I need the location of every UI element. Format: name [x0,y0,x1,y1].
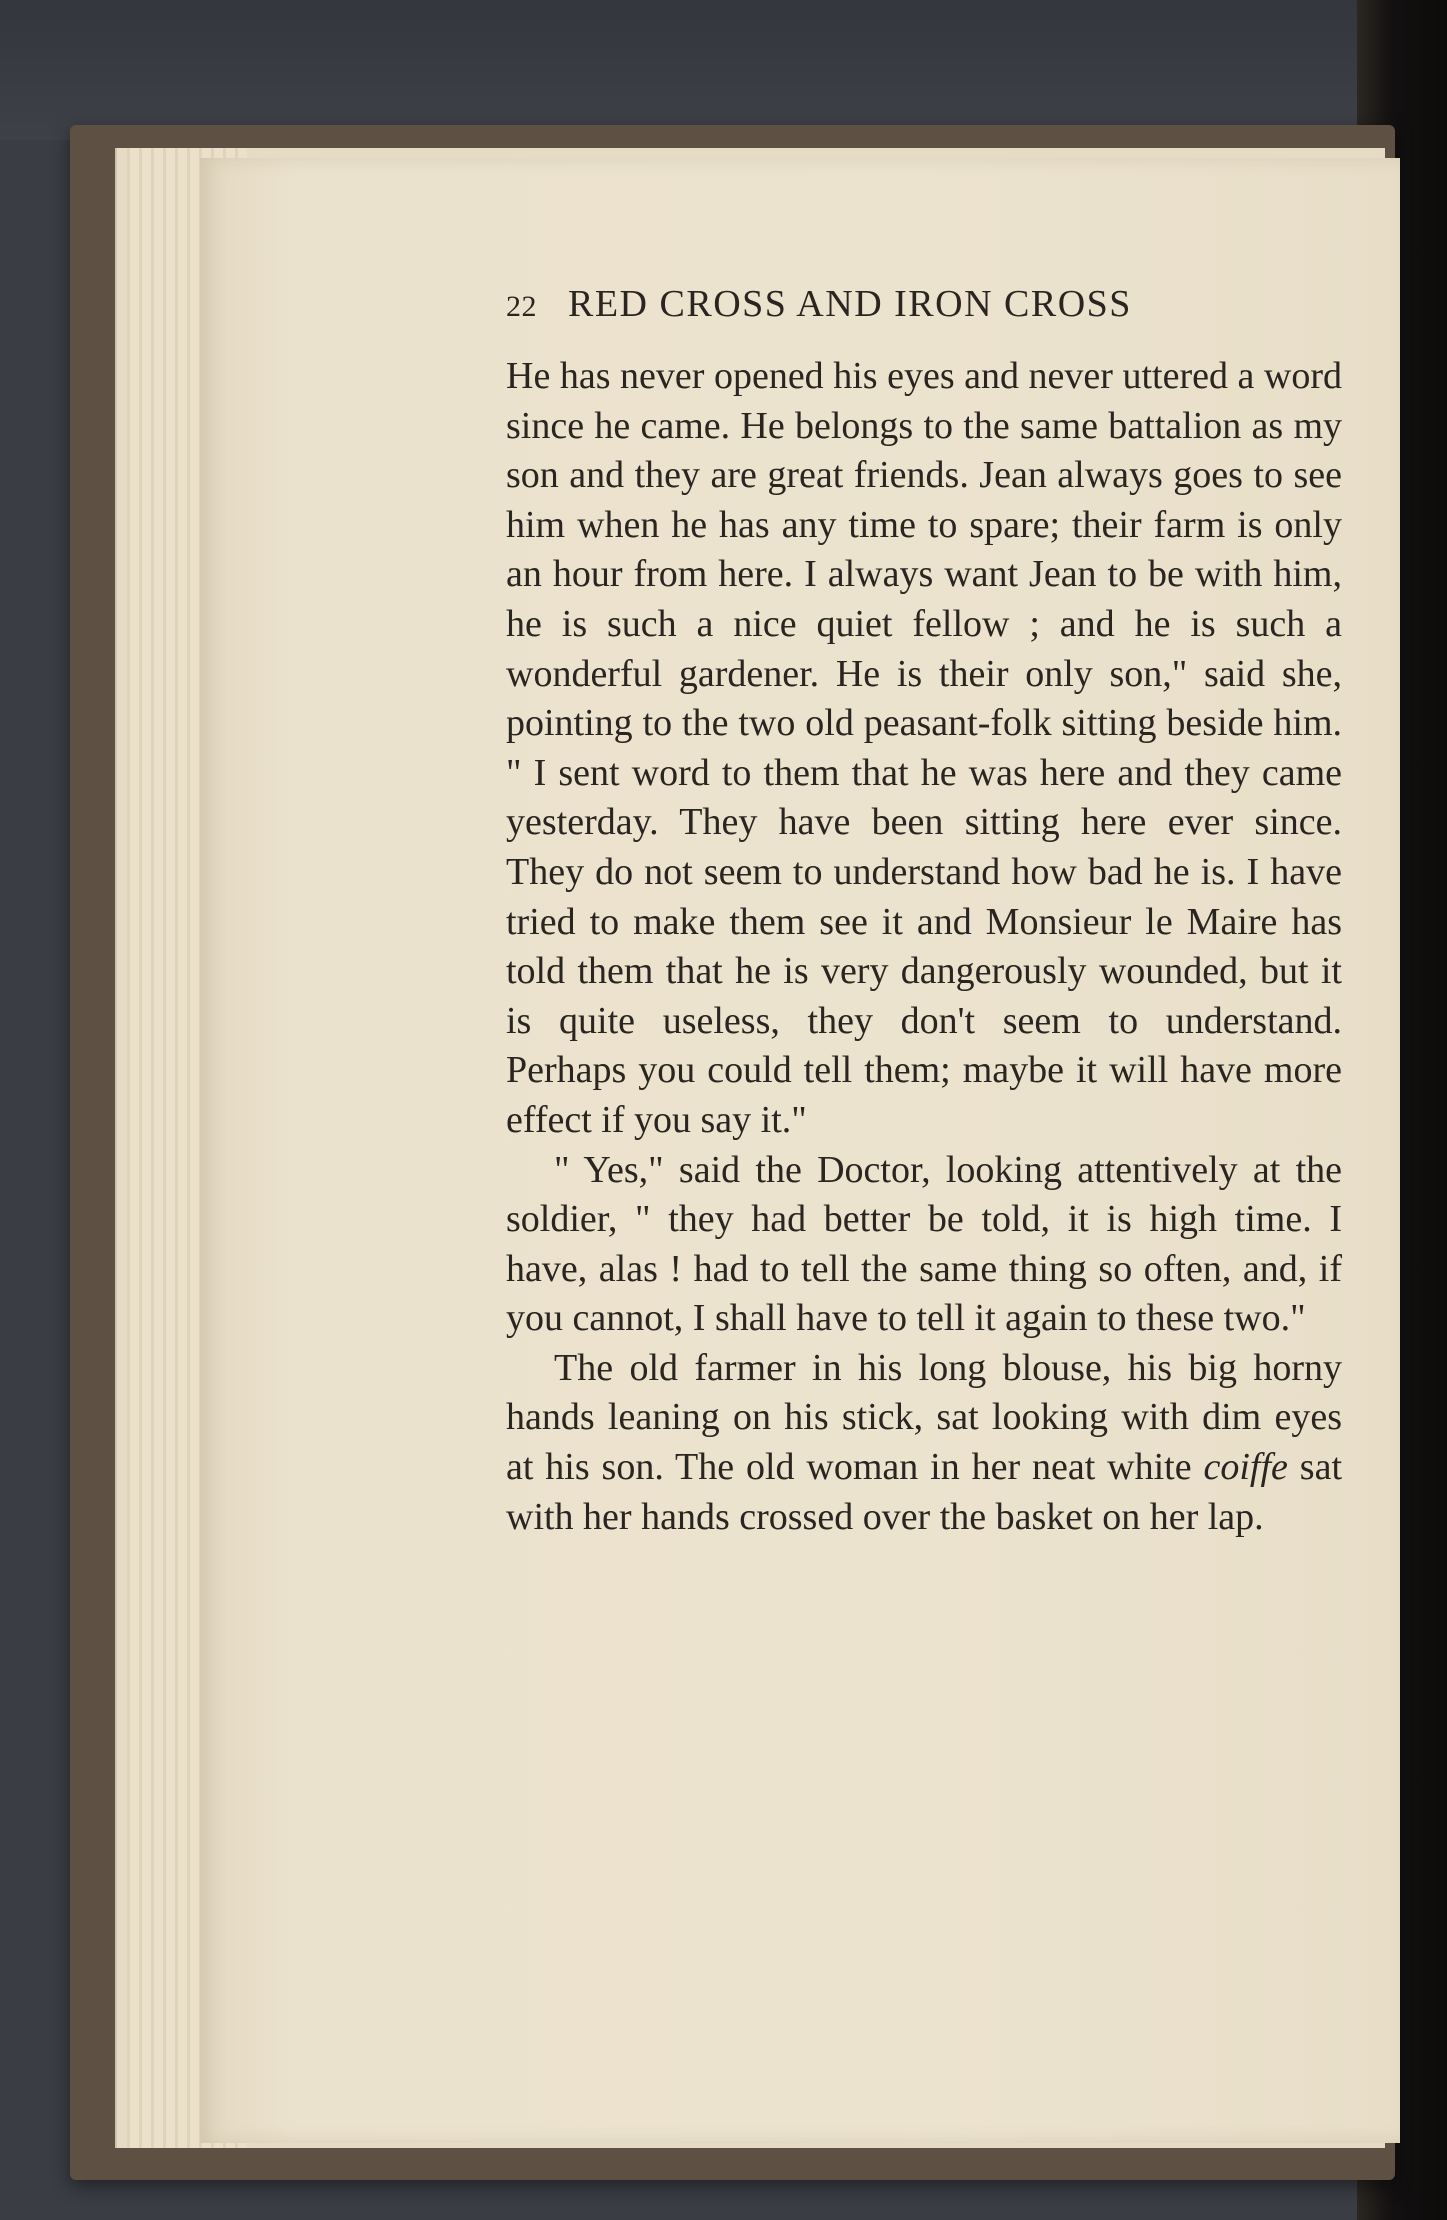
running-head [506,282,1342,352]
running-title: RED CROSS AND IRON CROSS [568,283,1132,325]
page-number: 22 [506,290,537,323]
paragraph-3 [506,1344,1342,1542]
paragraph-3-italic-word: coiffe [1203,1446,1288,1489]
page-text-block [506,282,1342,1542]
paragraph-2: " Yes," said the Doctor, looking attentively at the soldier, " they had better be told, it is high time. I have, alas ! had to tell the same thing so often, and, if you cannot, I shall have to tell it again to these two." [506,1148,1342,1340]
paragraph-3-text-before: The old farmer in his long blouse, his big horny hands leaning on his stick, sat looking with dim eyes at his son. The old woman in her neat white [506,1346,1342,1489]
scan-backdrop [0,0,1447,140]
paragraph-3-text-after: sat with her hands crossed over the basket on her lap. [506,1446,1343,1538]
paragraph-1: He has never opened his eyes and never uttered a word since he came. He belongs to the same battalion as my son and they are great friends. Jean always goes to see him when he has any time to spare; their farm is only an hour from here. I always want Jean to be with him, he is such a nice quiet fellow ; and he is such a wonderful gardener. He is their only son," said she, pointing to the two old peasant-folk sitting beside him. " I sent word to them that he was here and they came yesterday. They have been sitting here ever since. They do not seem to understand how bad he is. I have tried to make them see it and Monsieur le Maire has told them that he is very dangerously wounded, but it is quite useless, they don't seem to understand. Perhaps you could tell them; maybe it will have more effect if you say it." [506,355,1342,1141]
